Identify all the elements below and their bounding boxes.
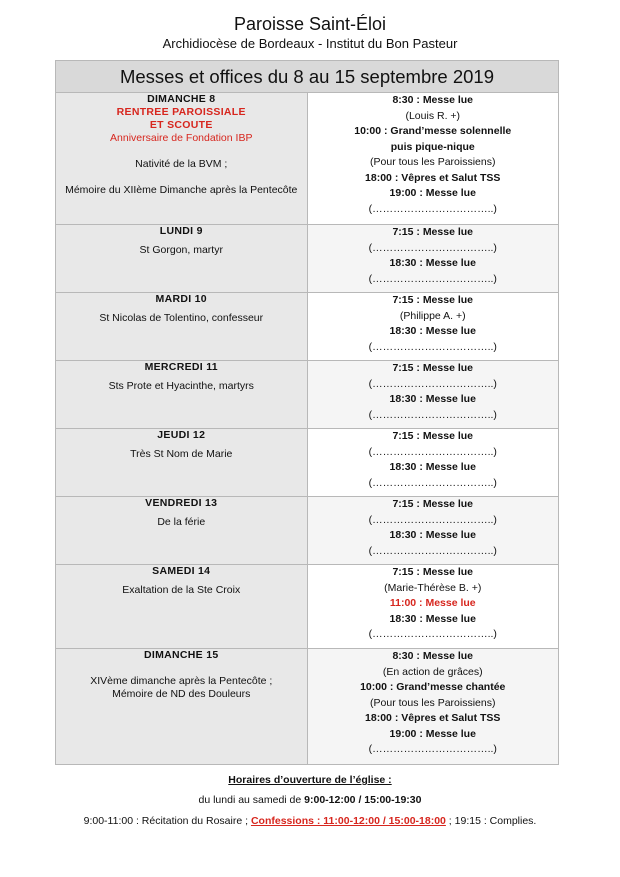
day-row: [56, 293, 559, 361]
mass-times: [307, 649, 559, 765]
feast-name: St Nicolas de Tolentino, confesseur: [99, 312, 264, 324]
mass-intention: (……………………………..): [368, 408, 497, 421]
mass-time: 7:15 : Messe lue: [392, 226, 474, 238]
day-info: [56, 93, 308, 225]
mass-time: 8:30 : Messe lue: [392, 94, 474, 106]
day-info: [56, 429, 308, 497]
feast-name: Mémoire de ND des Douleurs: [112, 688, 251, 700]
day-info: [56, 361, 308, 429]
feast-name: Sts Prote et Hyacinthe, martyrs: [108, 380, 254, 392]
event-title: ET SCOUTE: [149, 119, 213, 131]
day-label: MARDI 10: [155, 293, 207, 305]
mass-time: 18:30 : Messe lue: [389, 612, 476, 625]
day-label: MERCREDI 11: [144, 361, 218, 373]
day-row: [56, 225, 559, 293]
mass-intention: (……………………………..): [368, 340, 497, 353]
feast-name: De la férie: [157, 516, 206, 528]
compline-text: ; 19:15 : Complies.: [445, 815, 537, 827]
mass-time: 7:15 : Messe lue: [392, 566, 474, 578]
mass-time: puis pique-nique: [390, 140, 475, 153]
mass-times: [307, 225, 559, 293]
parish-title: Paroisse Saint-Éloi: [233, 14, 387, 34]
mass-times: [307, 565, 559, 649]
day-label: SAMEDI 14: [152, 565, 211, 577]
mass-intention: (……………………………..): [368, 445, 497, 458]
rosary-text: 9:00-11:00 : Récitation du Rosaire ;: [83, 815, 251, 827]
feast-name: Nativité de la BVM ;: [135, 158, 228, 170]
day-row: [56, 429, 559, 497]
day-label: DIMANCHE 8: [147, 93, 216, 105]
mass-intention: (Pour tous les Paroissiens): [370, 696, 496, 709]
mass-intention: (Marie-Thérèse B. +): [384, 581, 482, 594]
mass-time: 7:15 : Messe lue: [392, 294, 474, 306]
day-row: [56, 93, 559, 225]
mass-intention: (Philippe A. +): [399, 309, 466, 322]
mass-time: 7:15 : Messe lue: [392, 430, 474, 442]
mass-intention: (Louis R. +): [405, 109, 461, 122]
day-label: JEUDI 12: [157, 429, 206, 441]
mass-time: 18:30 : Messe lue: [389, 325, 476, 337]
opening-hours-value: 9:00-12:00 / 15:00-19:30: [304, 794, 422, 806]
feast-name: St Gorgon, martyr: [139, 244, 223, 256]
schedule-table: [55, 60, 559, 765]
mass-intention: (……………………………..): [368, 544, 497, 557]
day-row: [56, 649, 559, 765]
mass-intention: (……………………………..): [368, 202, 497, 215]
day-row: [56, 361, 559, 429]
opening-hours-title: Horaires d’ouverture de l’église :: [228, 774, 392, 786]
mass-times: [307, 429, 559, 497]
mass-time: 10:00 : Grand’messe chantée: [360, 681, 506, 693]
day-row: [56, 497, 559, 565]
parish-subtitle: Archidiocèse de Bordeaux - Institut du Bon Pasteur: [162, 36, 458, 51]
mass-intention: (……………………………..): [368, 272, 497, 285]
mass-intention: (……………………………..): [368, 513, 497, 526]
event-title: RENTREE PAROISSIALE: [116, 106, 246, 118]
mass-intention: (……………………………..): [368, 241, 497, 254]
mass-intention: (……………………………..): [368, 743, 497, 755]
mass-time: 7:15 : Messe lue: [392, 498, 474, 510]
event-note: Anniversaire de Fondation IBP: [110, 132, 253, 144]
mass-time: 19:00 : Messe lue: [389, 727, 476, 740]
mass-time: 18:30 : Messe lue: [389, 257, 476, 269]
mass-time: 8:30 : Messe lue: [392, 650, 474, 662]
feast-name: XIVème dimanche après la Pentecôte ;: [90, 675, 273, 687]
mass-intention: (……………………………..): [368, 476, 497, 489]
day-label: DIMANCHE 15: [144, 649, 219, 661]
mass-time: 7:15 : Messe lue: [392, 362, 474, 374]
mass-time-highlight: 11:00 : Messe lue: [389, 597, 476, 609]
mass-time: 18:30 : Messe lue: [389, 461, 476, 473]
opening-hours-line: [0, 794, 620, 806]
mass-time: 19:00 : Messe lue: [389, 187, 476, 199]
mass-intention: (Pour tous les Paroissiens): [370, 156, 496, 168]
schedule-banner: Messes et offices du 8 au 15 septembre 2019: [56, 61, 559, 93]
day-label: VENDREDI 13: [145, 497, 218, 509]
mass-time: 18:30 : Messe lue: [389, 393, 476, 405]
day-info: [56, 565, 308, 649]
mass-time: 10:00 : Grand’messe solennelle: [354, 125, 512, 137]
day-info: [56, 649, 308, 765]
day-label: LUNDI 9: [159, 225, 203, 237]
feast-name: Mémoire du XIIème Dimanche après la Pentecôte: [65, 184, 298, 196]
rosary-confessions-line: [0, 815, 620, 827]
mass-time: 18:00 : Vêpres et Salut TSS: [365, 712, 501, 724]
mass-times: [307, 93, 559, 225]
day-row: [56, 565, 559, 649]
day-info: [56, 497, 308, 565]
mass-times: [307, 497, 559, 565]
day-info: [56, 225, 308, 293]
confessions-hours: Confessions : 11:00-12:00 / 15:00-18:00: [250, 815, 446, 827]
mass-intention: (……………………………..): [368, 377, 497, 390]
mass-times: [307, 361, 559, 429]
mass-time: 18:00 : Vêpres et Salut TSS: [365, 171, 501, 184]
feast-name: Exaltation de la Ste Croix: [122, 584, 241, 596]
feast-name: Très St Nom de Marie: [130, 448, 233, 460]
opening-hours-prefix: du lundi au samedi de: [198, 794, 305, 806]
day-info: [56, 293, 308, 361]
mass-times: [307, 293, 559, 361]
mass-intention: (En action de grâces): [382, 665, 483, 678]
mass-time: 18:30 : Messe lue: [389, 529, 476, 541]
mass-intention: (……………………………..): [368, 628, 497, 640]
